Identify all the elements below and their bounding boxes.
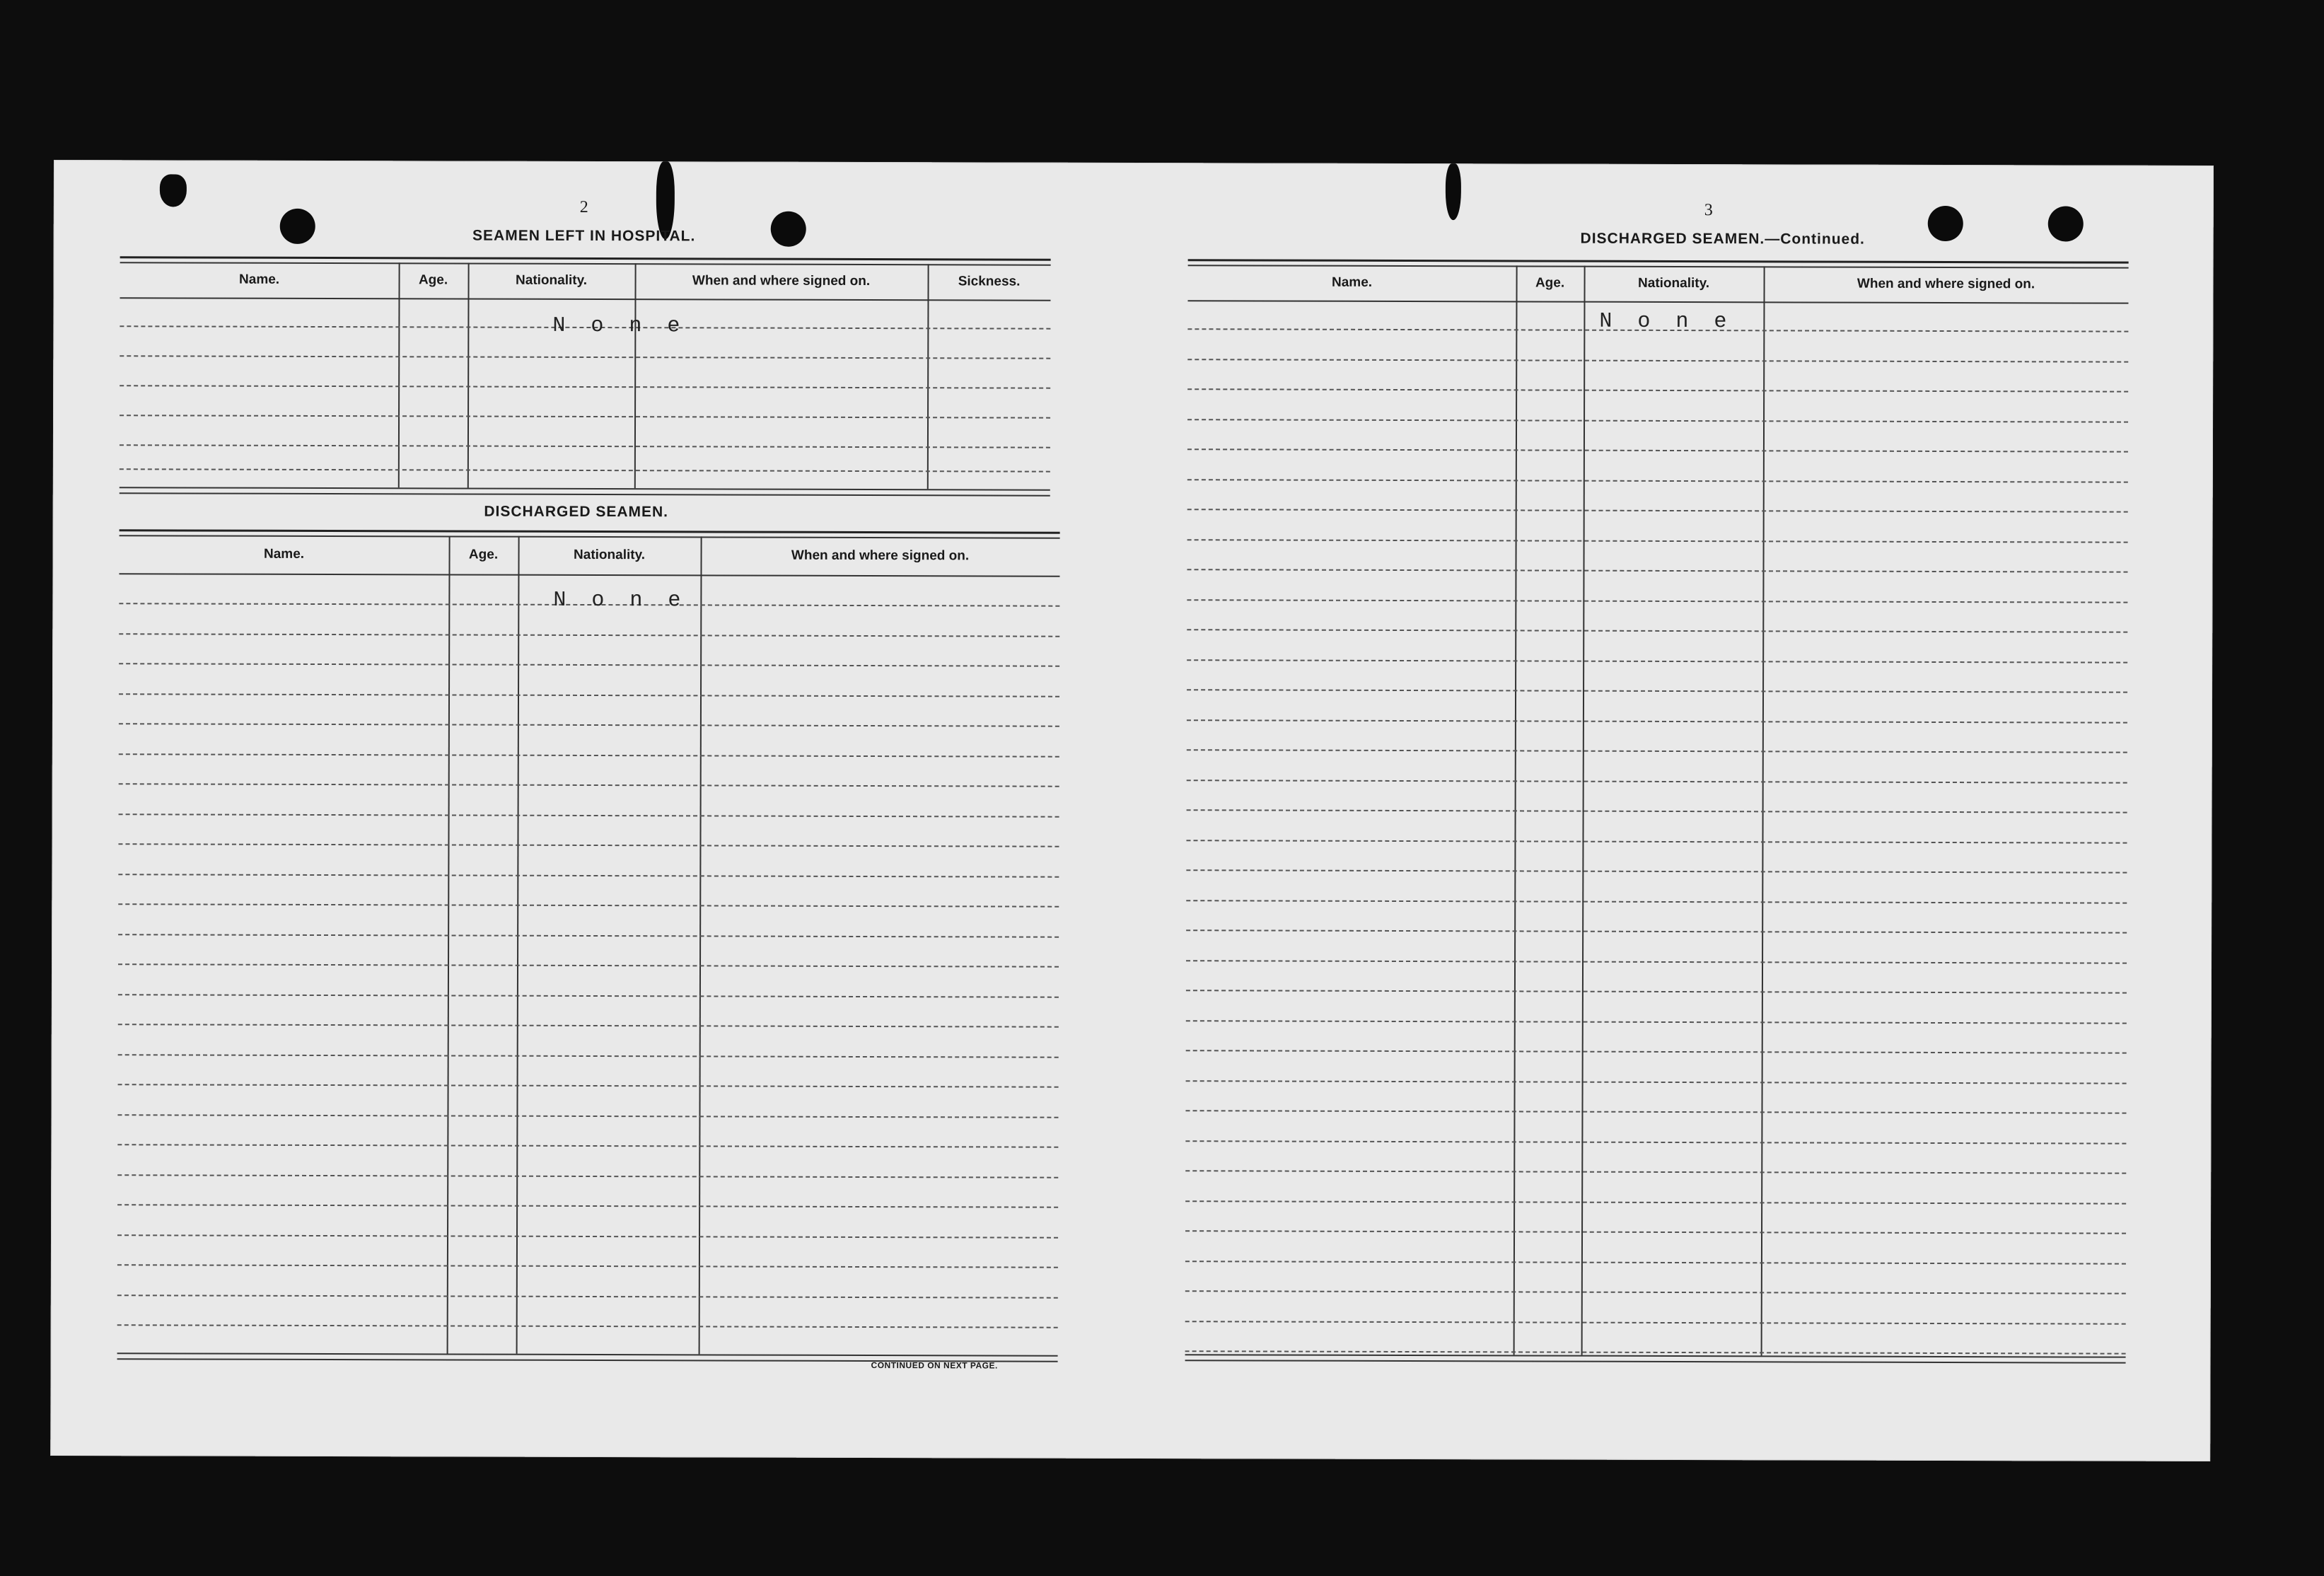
table-row [1187, 629, 2127, 632]
left-page [50, 160, 1129, 1459]
table-entry: None [552, 313, 706, 339]
table-row [1187, 659, 2127, 663]
table-row [1185, 1230, 2126, 1234]
table-row [1186, 990, 2127, 993]
table-row [1185, 1200, 2126, 1204]
table-row [1186, 869, 2127, 873]
table-row [1185, 1321, 2126, 1324]
table-row [1187, 719, 2127, 723]
table-row [118, 874, 1059, 877]
table-row [117, 1324, 1058, 1328]
column-header: Age. [468, 547, 499, 562]
table-row [1185, 1110, 2126, 1113]
table-row [117, 1234, 1058, 1238]
table-entry: None [553, 588, 707, 613]
table-row [117, 1144, 1058, 1147]
table-row [1185, 1140, 2126, 1144]
table-row [1186, 960, 2127, 963]
discharged-continued-title: DISCHARGED SEAMEN.—Continued. [1580, 230, 1865, 248]
table-row [119, 633, 1059, 637]
table-row [118, 843, 1059, 847]
continued-note: CONTINUED ON NEXT PAGE. [871, 1360, 998, 1371]
table-row [118, 934, 1059, 937]
discharged-table [117, 529, 1060, 1366]
discharged-section-title: DISCHARGED SEAMEN. [484, 503, 669, 521]
table-row [118, 994, 1059, 997]
column-header: When and where signed on. [791, 547, 970, 564]
table-row [1187, 479, 2128, 482]
column-header: When and where signed on. [1857, 276, 2035, 292]
discharged-continued-table [1185, 259, 2129, 1364]
column-header: Name. [1332, 274, 1373, 290]
page-number: 3 [1704, 201, 1713, 220]
table-row [1186, 1080, 2127, 1084]
table-row [119, 723, 1059, 726]
right-page [1125, 163, 2214, 1461]
table-row [1187, 689, 2127, 693]
table-row [1186, 900, 2127, 903]
table-row [117, 1204, 1058, 1207]
table-row [118, 903, 1059, 907]
table-row [1186, 1050, 2127, 1053]
column-header: Age. [1535, 275, 1565, 291]
table-row [1187, 780, 2127, 783]
table-row [1187, 419, 2128, 422]
table-row [119, 753, 1059, 757]
table-row [1187, 359, 2128, 362]
table-row [117, 1264, 1058, 1268]
column-header: Nationality. [574, 547, 646, 563]
document-sheet [50, 160, 2214, 1461]
column-header: Nationality. [516, 272, 588, 288]
page-number: 2 [579, 197, 588, 216]
table-row [1187, 809, 2127, 813]
table-row [119, 783, 1059, 787]
table-row [1185, 1290, 2126, 1294]
column-header: Sickness. [958, 274, 1021, 289]
table-row [1185, 1170, 2126, 1174]
table-row [1187, 539, 2128, 543]
table-row [118, 1054, 1059, 1058]
column-header: When and where signed on. [692, 273, 871, 289]
table-row [1185, 1261, 2126, 1264]
table-row [118, 1084, 1059, 1087]
table-row [1187, 749, 2127, 753]
column-header: Name. [263, 546, 305, 562]
table-row [1187, 599, 2127, 603]
hospital-section-title: SEAMEN LEFT IN HOSPITAL. [472, 227, 696, 245]
column-header: Name. [239, 272, 280, 287]
table-row [118, 1024, 1059, 1027]
table-row [120, 355, 1050, 359]
table-row [1186, 1020, 2127, 1024]
table-row [117, 1114, 1058, 1118]
table-row [120, 385, 1050, 388]
hospital-table [120, 256, 1051, 496]
table-row [120, 415, 1050, 418]
table-row [120, 444, 1050, 448]
table-row [1186, 929, 2127, 933]
table-row [1186, 840, 2127, 843]
table-row [120, 468, 1050, 472]
table-row [117, 1294, 1058, 1298]
table-row [1187, 388, 2128, 392]
table-row [119, 813, 1059, 817]
table-row [118, 963, 1059, 967]
table-entry: None [1599, 309, 1753, 335]
column-header: Nationality. [1638, 275, 1710, 291]
column-header: Age. [418, 272, 448, 288]
table-row [1187, 448, 2128, 452]
table-row [1187, 509, 2128, 512]
table-row [119, 693, 1059, 697]
table-row [119, 663, 1059, 666]
table-row [1187, 569, 2127, 572]
table-row [117, 1174, 1058, 1178]
